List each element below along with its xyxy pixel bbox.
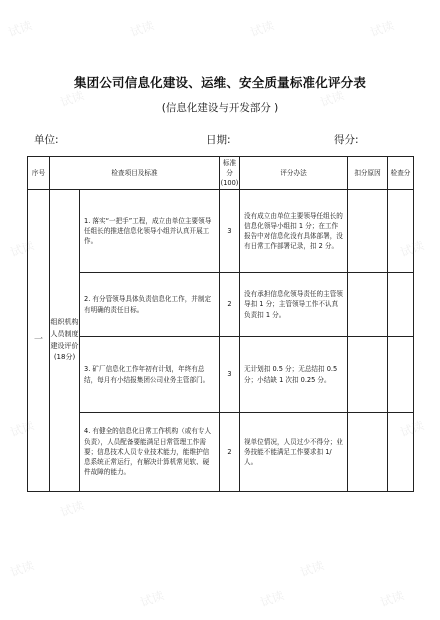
header-method: 评分办法 bbox=[240, 157, 348, 190]
table-row bbox=[28, 337, 414, 413]
watermark-text: 试读 bbox=[8, 558, 36, 580]
table-row bbox=[28, 413, 414, 492]
item-text: 3. 矿厂信息化工作年初有计划，年终有总结，每月有小结报集团公司业务主管部门。 bbox=[80, 337, 220, 413]
deduction-reason-cell[interactable] bbox=[348, 273, 388, 337]
header-check-score: 检查分 bbox=[388, 157, 414, 190]
watermark-text: 试读 bbox=[378, 588, 406, 610]
watermark-text: 试读 bbox=[128, 18, 156, 40]
watermark-text: 试读 bbox=[248, 18, 276, 40]
check-score-cell[interactable] bbox=[388, 273, 414, 337]
standard-score: 2 bbox=[220, 413, 240, 492]
watermark-text: 试读 bbox=[398, 238, 426, 260]
method-text: 无计划扣 0.5 分；无总结扣 0.5 分；小结缺 1 次扣 0.25 分。 bbox=[240, 337, 348, 413]
method-text: 没有成立由单位主要领导任组长的信息化领导小组扣 1 分；在工作报告中对信息化没有具体部署，没有日常工作部署记录，扣 2 分。 bbox=[240, 190, 348, 273]
method-text: 视单位情况，人员过少不得分；业务技能不能满足工作要求扣 1/人。 bbox=[240, 413, 348, 492]
header-item: 检查项目及标准 bbox=[50, 157, 220, 190]
item-text: 1. 落实“一把手”工程，成立由单位主要领导任组长的推进信息化领导小组并认真开展工作。 bbox=[80, 190, 220, 273]
unit-label: 单位: bbox=[34, 134, 59, 146]
watermark-text: 试读 bbox=[58, 498, 86, 520]
date-label: 日期: bbox=[206, 134, 231, 146]
standard-score: 3 bbox=[220, 190, 240, 273]
score-label: 得分: bbox=[334, 134, 359, 146]
document-title: 集团公司信息化建设、运维、安全质量标准化评分表 bbox=[73, 75, 367, 90]
standard-score: 3 bbox=[220, 337, 240, 413]
watermark-text: 试读 bbox=[8, 418, 36, 440]
check-score-cell[interactable] bbox=[388, 337, 414, 413]
header-deduction-reason: 扣分原因 bbox=[348, 157, 388, 190]
watermark-text: 试读 bbox=[138, 588, 166, 610]
header-standard-score: 标准分(100) bbox=[220, 157, 240, 190]
header-no: 序号 bbox=[28, 157, 50, 190]
deduction-reason-cell[interactable] bbox=[348, 413, 388, 492]
table-header-row bbox=[28, 157, 414, 190]
group-number: 一 bbox=[28, 190, 50, 492]
check-score-cell[interactable] bbox=[388, 190, 414, 273]
watermark-text: 试读 bbox=[258, 588, 286, 610]
watermark-text: 试读 bbox=[298, 558, 326, 580]
watermark-text: 试读 bbox=[398, 418, 426, 440]
deduction-reason-cell[interactable] bbox=[348, 337, 388, 413]
table-row bbox=[28, 273, 414, 337]
item-text: 2. 有分管领导具体负责信息化工作，并制定有明确的责任目标。 bbox=[80, 273, 220, 337]
watermark-text: 试读 bbox=[58, 88, 86, 110]
watermark-text: 试读 bbox=[368, 18, 396, 40]
watermark-text: 试读 bbox=[8, 238, 36, 260]
deduction-reason-cell[interactable] bbox=[348, 190, 388, 273]
watermark-text: 试读 bbox=[6, 18, 34, 40]
item-text: 4. 有健全的信息化日常工作机构（或有专人负责），人员配备要能满足日常管理工作需要；信息技术人员专业技术能力，能维护信息系统正常运行，有解决计算机常见软、硬件故障的能力。 bbox=[80, 413, 220, 492]
group-category: 组织机构人员制度建设评价(18分) bbox=[50, 190, 80, 492]
table-row bbox=[28, 190, 414, 273]
standard-score: 2 bbox=[220, 273, 240, 337]
method-text: 没有承担信息化领导责任的主管领导扣 1 分；主管领导工作不认真负责扣 1 分。 bbox=[240, 273, 348, 337]
evaluation-table bbox=[27, 156, 414, 492]
watermark-text: 试读 bbox=[318, 88, 346, 110]
check-score-cell[interactable] bbox=[388, 413, 414, 492]
document-subtitle: (信息化建设与开发部分 ) bbox=[161, 102, 279, 114]
